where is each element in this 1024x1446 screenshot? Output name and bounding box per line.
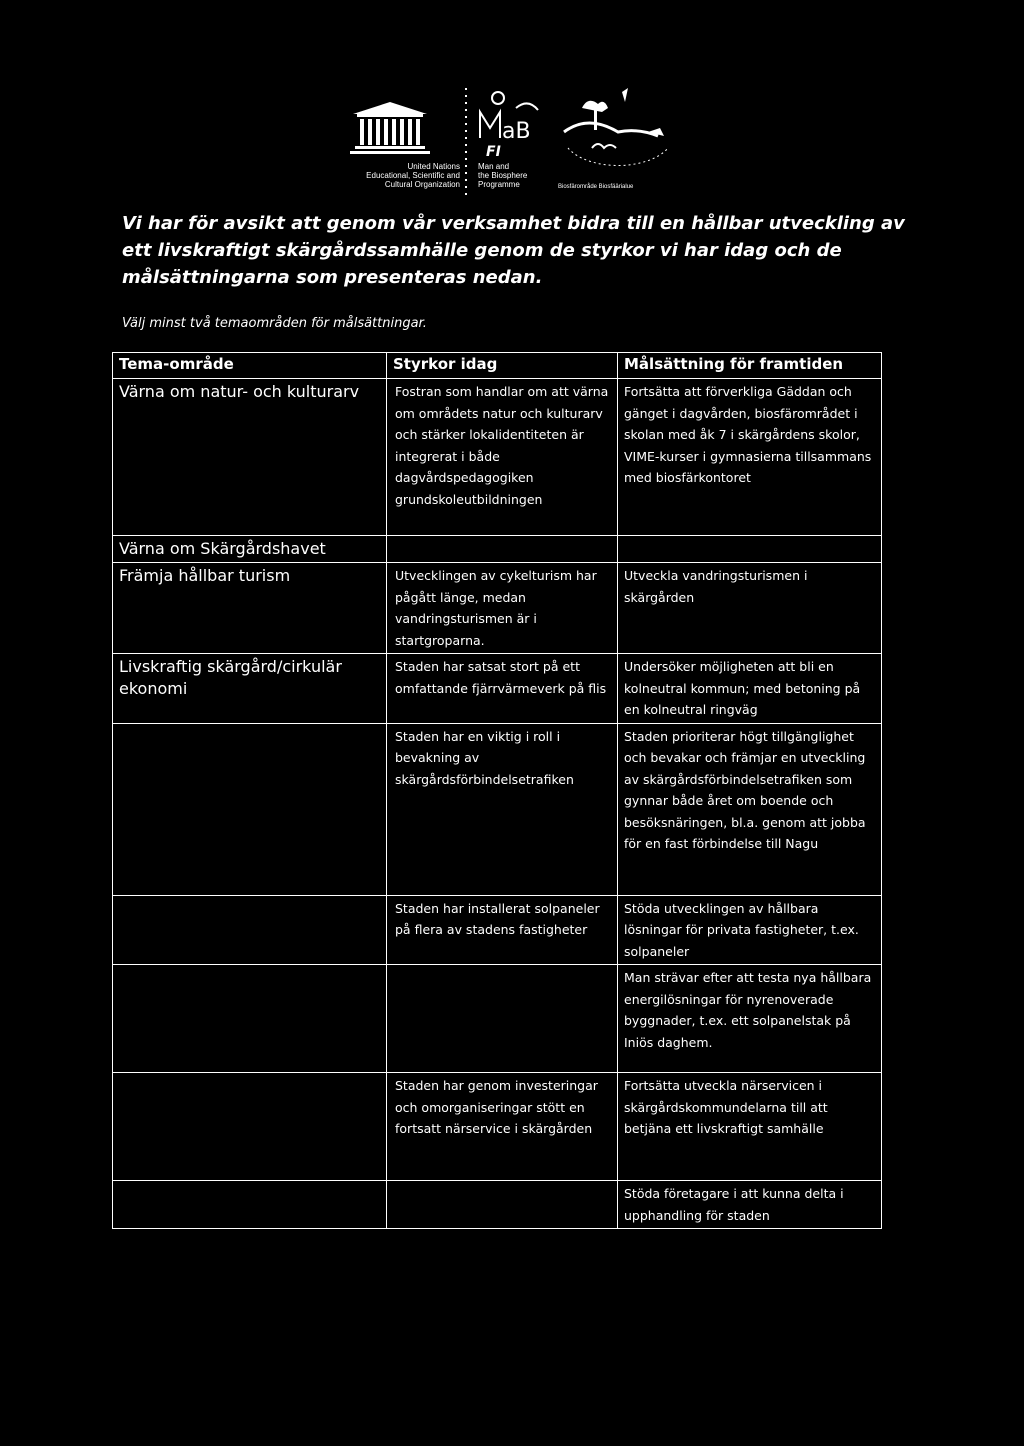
unesco-caption-line: United Nations — [407, 162, 460, 171]
strengths-cell: Utvecklingen av cykelturism har pågått länge, medan vandringsturismen är i startgroparna. — [387, 563, 618, 654]
goals-cell: Man strävar efter att testa nya hållbara energilösningar för nyrenoverade byggnader, t.ex. ett solpanelstak på Iniös daghem. — [618, 965, 882, 1073]
strengths-cell: Staden har genom investeringar och omorganiseringar stött en fortsatt närservice i skärgården — [387, 1073, 618, 1181]
table-row — [113, 563, 882, 654]
theme-cell: Värna om Skärgårdshavet — [113, 536, 387, 563]
mab-logo — [472, 88, 552, 189]
goals-cell: Utveckla vandringsturismen i skärgården — [618, 563, 882, 654]
goals-cell: Stöda företagare i att kunna delta i upphandling för staden — [618, 1181, 882, 1229]
theme-cell — [113, 1181, 387, 1229]
strengths-cell: Staden har satsat stort på ett omfattande fjärrvärmeverk på flis — [387, 654, 618, 724]
theme-cell: Främja hållbar turism — [113, 563, 387, 654]
goals-cell: Fortsätta utveckla närservicen i skärgårdskommundelarna till att betjäna ett livskraftigt samhälle — [618, 1073, 882, 1181]
logo-separator — [465, 88, 467, 198]
table-row — [113, 895, 882, 965]
intro-statement: Vi har för avsikt att genom vår verksamhet bidra till en hållbar utveckling av ett livskraftigt skärgårdssamhälle genom de styrkor vi har idag och de målsättningarna som presenteras nedan. — [122, 213, 905, 288]
table-row — [113, 536, 882, 563]
strengths-cell: Fostran som handlar om att värna om områdets natur och kulturarv och stärker lokalidentiteten är integrerat i både dagvårdspedagogiken grundskoleutbildningen — [387, 379, 618, 536]
theme-cell — [113, 723, 387, 895]
table-row — [113, 1073, 882, 1181]
theme-cell — [113, 965, 387, 1073]
goals-cell: Undersöker möjligheten att bli en kolneutral kommun; med betoning på en kolneutral ringväg — [618, 654, 882, 724]
logo-bar — [330, 88, 710, 198]
strengths-cell — [387, 536, 618, 563]
theme-cell: Värna om natur- och kulturarv — [113, 379, 387, 536]
unesco-caption — [330, 162, 460, 189]
biosphere-island-icon — [558, 88, 678, 180]
table-row — [113, 723, 882, 895]
goals-cell: Fortsätta att förverkliga Gäddan och gänget i dagvården, biosfärområdet i skolan med åk 7 i skärgårdens skolor, VIME-kurser i gymnasierna tillsammans med biosfärkontoret — [618, 379, 882, 536]
biosphere-caption: Biosfärområde Biosfäärialue — [558, 184, 634, 190]
biosphere-logo — [558, 88, 678, 190]
strengths-cell — [387, 1181, 618, 1229]
goals-table — [112, 352, 882, 1229]
mab-caption — [478, 162, 558, 189]
instruction-text: Välj minst två temaområden för målsättningar. — [122, 316, 427, 331]
table-header-row — [113, 353, 882, 379]
strengths-cell: Staden har en viktig i roll i bevakning av skärgårdsförbindelsetrafiken — [387, 723, 618, 895]
table-row — [113, 965, 882, 1073]
unesco-temple-icon — [330, 88, 460, 160]
unesco-caption-line: Cultural Organization — [384, 180, 460, 189]
mab-caption-line: the Biosphere — [478, 171, 528, 180]
svg-text:aB: aB — [502, 119, 531, 144]
table-row — [113, 1181, 882, 1229]
goals-cell: Stöda utvecklingen av hållbara lösningar för privata fastigheter, t.ex. solpaneler — [618, 895, 882, 965]
theme-cell — [113, 895, 387, 965]
header-strengths: Styrkor idag — [387, 353, 618, 379]
theme-cell — [113, 1073, 387, 1181]
goals-cell: Staden prioriterar högt tillgänglighet och bevakar och främjar en utveckling av skärgårdsförbindelsetrafiken som gynnar både året om boende och besöksnäringen, bl.a. genom att jobba för en fast förbindelse till Nagu — [618, 723, 882, 895]
svg-text:FI: FI — [486, 144, 501, 160]
strengths-cell: Staden har installerat solpaneler på flera av stadens fastigheter — [387, 895, 618, 965]
theme-cell: Livskraftig skärgård/cirkulär ekonomi — [113, 654, 387, 724]
mab-caption-line: Man and — [478, 162, 510, 171]
mab-caption-line: Programme — [478, 180, 520, 189]
mab-figure-icon — [472, 88, 552, 160]
table-row — [113, 654, 882, 724]
strengths-cell — [387, 965, 618, 1073]
header-theme: Tema-område — [113, 353, 387, 379]
table-row — [113, 379, 882, 536]
unesco-caption-line: Educational, Scientific and — [366, 171, 460, 180]
unesco-logo — [330, 88, 460, 189]
header-goals: Målsättning för framtiden — [618, 353, 882, 379]
goals-cell — [618, 536, 882, 563]
